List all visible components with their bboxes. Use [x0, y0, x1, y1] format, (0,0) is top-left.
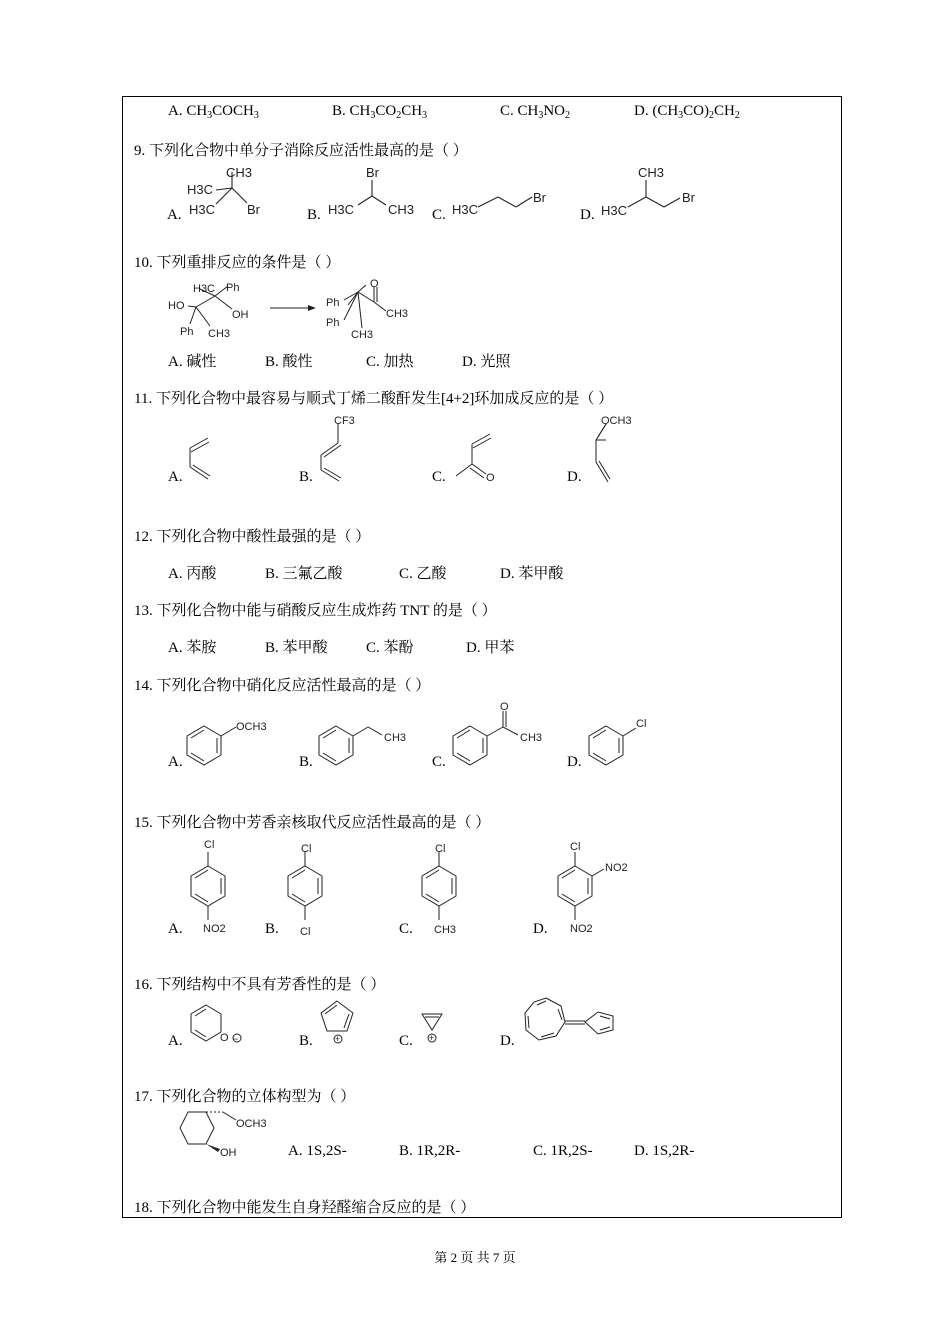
- q15-label-d: D.: [533, 921, 548, 937]
- q15a-no2: NO2: [203, 923, 226, 935]
- q17-option-a: A. 1S,2S-: [288, 1143, 347, 1159]
- q9-label-b: B.: [307, 207, 321, 223]
- q14-label-b: B.: [299, 754, 313, 770]
- q10-option-a: A. 碱性: [168, 354, 217, 370]
- q11-label-b: B.: [299, 469, 313, 485]
- q10-ch3: CH3: [208, 328, 231, 340]
- q16a-minus: −: [233, 1034, 239, 1044]
- q14d-cl: Cl: [636, 718, 647, 730]
- q15-label-c: C.: [399, 921, 413, 937]
- q15b-cl1: Cl: [301, 843, 312, 855]
- q11b-cf3: CF3: [334, 415, 355, 427]
- q15-question: 15. 下列化合物中芳香亲核取代反应活性最高的是（ ）: [134, 815, 491, 831]
- q16c-plus: +: [429, 1033, 435, 1043]
- q12-option-d: D. 苯甲酸: [500, 566, 564, 582]
- q10-p-ch3b: CH3: [351, 329, 374, 341]
- q8-option-c: C. $CH_3NO_2$: [500, 103, 571, 121]
- q9a-h3c-bot: H3C: [189, 202, 216, 217]
- q9d-br: Br: [682, 190, 695, 205]
- q10-option-b: B. 酸性: [265, 354, 313, 370]
- q10-ph1: Ph: [226, 282, 240, 294]
- q9b-br: Br: [366, 165, 379, 180]
- q11c-o: O: [486, 472, 495, 484]
- q16-label-a: A.: [168, 1033, 183, 1049]
- q12-option-b: B. 三氟乙酸: [265, 566, 343, 582]
- q11-question: 11. 下列化合物中最容易与顺式丁烯二酸酐发生[4+2]环加成反应的是（ ）: [134, 391, 614, 407]
- q13-question: 13. 下列化合物中能与硝酸反应生成炸药 TNT 的是（ ）: [134, 603, 497, 619]
- q16-label-b: B.: [299, 1033, 313, 1049]
- q10-oh: OH: [232, 309, 249, 321]
- q8-option-d: D. $(CH_3CO)_2CH_2$: [634, 103, 740, 121]
- q15-label-a: A.: [168, 921, 183, 937]
- q10-ph2: Ph: [180, 326, 194, 338]
- q14-label-a: A.: [168, 754, 183, 770]
- q10-p-ph1: Ph: [326, 297, 340, 309]
- q14-question: 14. 下列化合物中硝化反应活性最高的是（ ）: [134, 678, 431, 694]
- q9-label-d: D.: [580, 207, 595, 223]
- q15c-ch3: CH3: [434, 924, 457, 936]
- q16a-o: O: [220, 1032, 229, 1044]
- q17-option-c: C. 1R,2S-: [533, 1143, 593, 1159]
- q16-question: 16. 下列结构中不具有芳香性的是（ ）: [134, 977, 386, 993]
- q10-p-ch3a: CH3: [386, 308, 409, 320]
- q10-ho: HO: [168, 300, 185, 312]
- page-footer: 第 2 页 共 7 页: [434, 1250, 516, 1265]
- q12-question: 12. 下列化合物中酸性最强的是（ ）: [134, 529, 371, 545]
- q13-option-d: D. 甲苯: [466, 640, 515, 656]
- q14-label-c: C.: [432, 754, 446, 770]
- q13-option-a: A. 苯胺: [168, 640, 217, 656]
- q17-question: 17. 下列化合物的立体构型为（ ）: [134, 1089, 356, 1105]
- q10-h3c: H3C: [193, 283, 216, 295]
- q16-label-c: C.: [399, 1033, 413, 1049]
- q9-question: 9. 下列化合物中单分子消除反应活性最高的是（ ）: [134, 143, 468, 159]
- q10-option-d: D. 光照: [462, 354, 511, 370]
- q15a-cl: Cl: [204, 839, 215, 851]
- q15b-cl2: Cl: [300, 926, 311, 938]
- q8-option-a: A. $CH_3COCH_3$: [168, 103, 259, 121]
- q8-option-b: B. $CH_3CO_2CH_3$: [332, 103, 428, 121]
- q14b-ch3: CH3: [384, 732, 407, 744]
- q12-option-c: C. 乙酸: [399, 566, 447, 582]
- q12-option-a: A. 丙酸: [168, 566, 217, 582]
- q9a-h3c-top: H3C: [187, 182, 214, 197]
- q11-label-c: C.: [432, 469, 446, 485]
- q9a-br: Br: [247, 202, 260, 217]
- q17-och3: OCH3: [236, 1118, 267, 1130]
- q9a-ch3: CH3: [226, 165, 253, 180]
- q9d-ch3: CH3: [638, 165, 665, 180]
- q11d-och3: OCH3: [601, 415, 632, 427]
- q14-label-d: D.: [567, 754, 582, 770]
- q9b-ch3: CH3: [388, 202, 415, 217]
- q17-oh: OH: [220, 1147, 237, 1159]
- q9d-h3c: H3C: [601, 203, 628, 218]
- q13-option-c: C. 苯酚: [366, 640, 414, 656]
- q9c-br: Br: [533, 190, 546, 205]
- q15c-cl: Cl: [435, 843, 446, 855]
- q15-label-b: B.: [265, 921, 279, 937]
- q10-option-c: C. 加热: [366, 354, 414, 370]
- q16-label-d: D.: [500, 1033, 515, 1049]
- q17-option-d: D. 1S,2R-: [634, 1143, 695, 1159]
- q10-question: 10. 下列重排反应的条件是（ ）: [134, 255, 341, 271]
- q11-label-d: D.: [567, 469, 582, 485]
- q10-p-ph2: Ph: [326, 317, 340, 329]
- q16b-plus: +: [335, 1034, 341, 1044]
- q14a-och3: OCH3: [236, 721, 267, 733]
- q13-option-b: B. 苯甲酸: [265, 640, 328, 656]
- q9-label-c: C.: [432, 207, 446, 223]
- q17-option-b: B. 1R,2R-: [399, 1143, 461, 1159]
- q15d-cl: Cl: [570, 841, 581, 853]
- q10-p-o: O: [370, 278, 379, 290]
- q14c-ch3: CH3: [520, 732, 543, 744]
- q9b-h3c: H3C: [328, 202, 355, 217]
- q11-label-a: A.: [168, 469, 183, 485]
- q14c-o: O: [500, 701, 509, 713]
- q18-question: 18. 下列化合物中能发生自身羟醛缩合反应的是（ ）: [134, 1200, 476, 1216]
- q15d-no2b: NO2: [570, 923, 593, 935]
- q15d-no2a: NO2: [605, 862, 628, 874]
- q9-label-a: A.: [167, 207, 182, 223]
- q9c-h3c: H3C: [452, 202, 479, 217]
